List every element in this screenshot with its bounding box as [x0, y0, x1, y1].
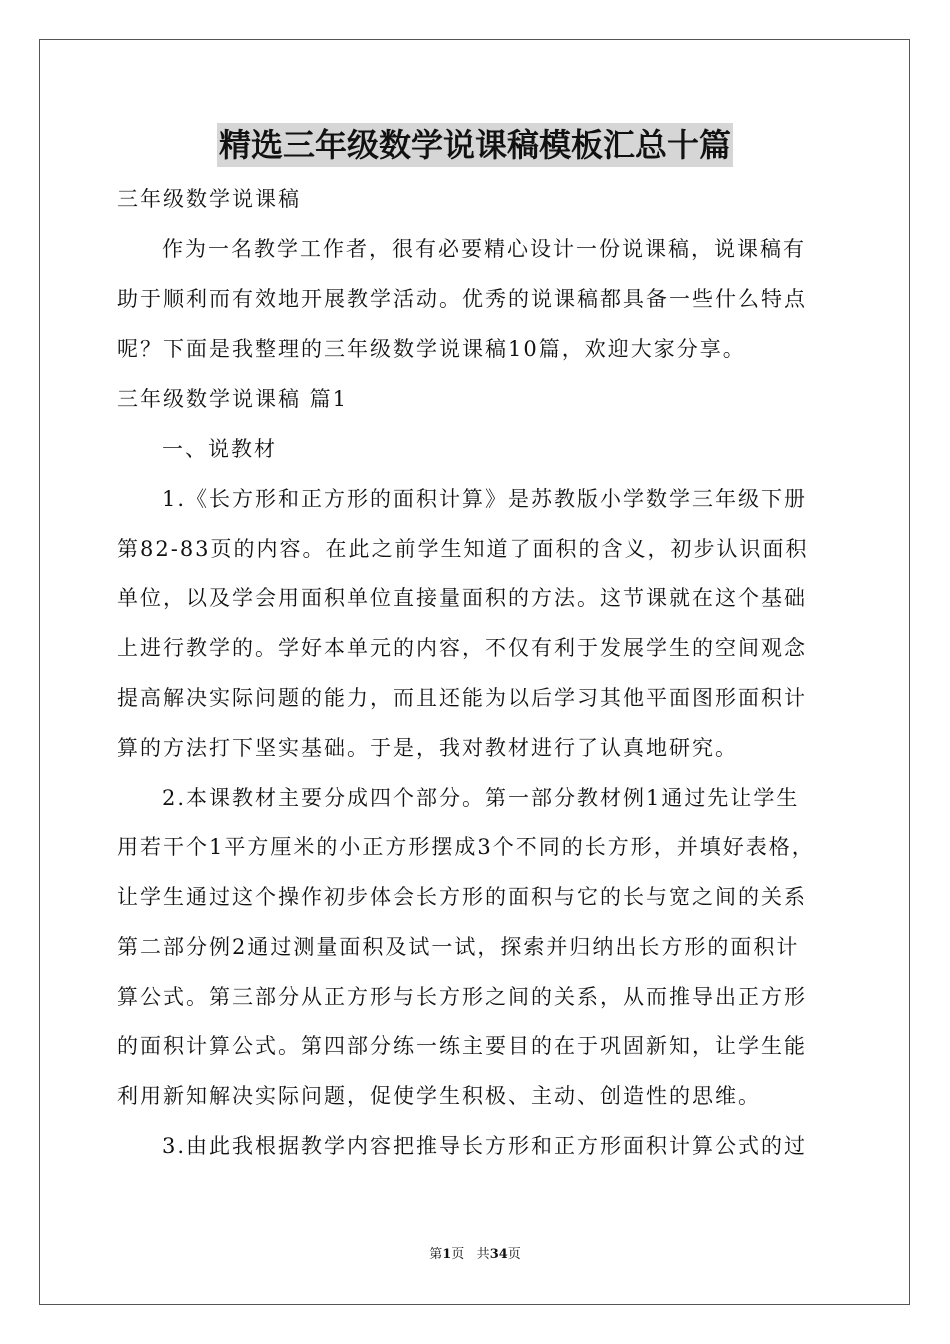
para2-line: 让学生通过这个操作初步体会长方形的面积与它的长与宽之间的关系 [117, 885, 807, 909]
para2-line: 2.本课教材主要分成四个部分。第一部分教材例1通过先让学生 [162, 786, 800, 810]
part-heading: 一、说教材 [162, 437, 277, 461]
intro-line: 呢？下面是我整理的三年级数学说课稿10篇，欢迎大家分享。 [117, 337, 746, 361]
para1-line: 提高解决实际问题的能力，而且还能为以后学习其他平面图形面积计 [117, 686, 807, 710]
intro-line: 助于顺利而有效地开展教学活动。优秀的说课稿都具备一些什么特点 [117, 287, 807, 311]
para1-line: 第82-83页的内容。在此之前学生知道了面积的含义，初步认识面积 [117, 537, 809, 561]
page-frame [39, 39, 910, 1305]
para3-line: 3.由此我根据教学内容把推导长方形和正方形面积计算公式的过 [162, 1134, 808, 1158]
para2-line: 算公式。第三部分从正方形与长方形之间的关系，从而推导出正方形 [117, 985, 807, 1009]
subtitle: 三年级数学说课稿 [117, 187, 301, 211]
para1-line: 算的方法打下坚实基础。于是，我对教材进行了认真地研究。 [117, 736, 738, 760]
intro-line: 作为一名教学工作者，很有必要精心设计一份说课稿，说课稿有 [162, 237, 806, 261]
para2-line: 利用新知解决实际问题，促使学生积极、主动、创造性的思维。 [117, 1084, 761, 1108]
footer-page-label: 页 [451, 1247, 465, 1262]
document-title: 精选三年级数学说课稿模板汇总十篇 [0, 123, 950, 167]
footer-current-page: 1 [442, 1247, 452, 1262]
footer-total-pages: 34 [489, 1247, 508, 1262]
para2-line: 第二部分例2通过测量面积及试一试，探索并归纳出长方形的面积计 [117, 935, 800, 959]
para1-line: 上进行教学的。学好本单元的内容，不仅有利于发展学生的空间观念 [117, 636, 807, 660]
footer-total-label: 页 [507, 1247, 521, 1262]
para1-line: 1.《长方形和正方形的面积计算》是苏教版小学数学三年级下册 [162, 487, 808, 511]
para1-line: 单位，以及学会用面积单位直接量面积的方法。这节课就在这个基础 [117, 586, 807, 610]
para2-line: 的面积计算公式。第四部分练一练主要目的在于巩固新知，让学生能 [117, 1034, 807, 1058]
page-footer [0, 1246, 950, 1264]
section-heading: 三年级数学说课稿 篇1 [117, 387, 349, 411]
para2-line: 用若干个1平方厘米的小正方形摆成3个不同的长方形，并填好表格， [117, 835, 815, 859]
footer-total-prefix: 共 [476, 1247, 490, 1262]
footer-prefix: 第 [429, 1247, 443, 1262]
